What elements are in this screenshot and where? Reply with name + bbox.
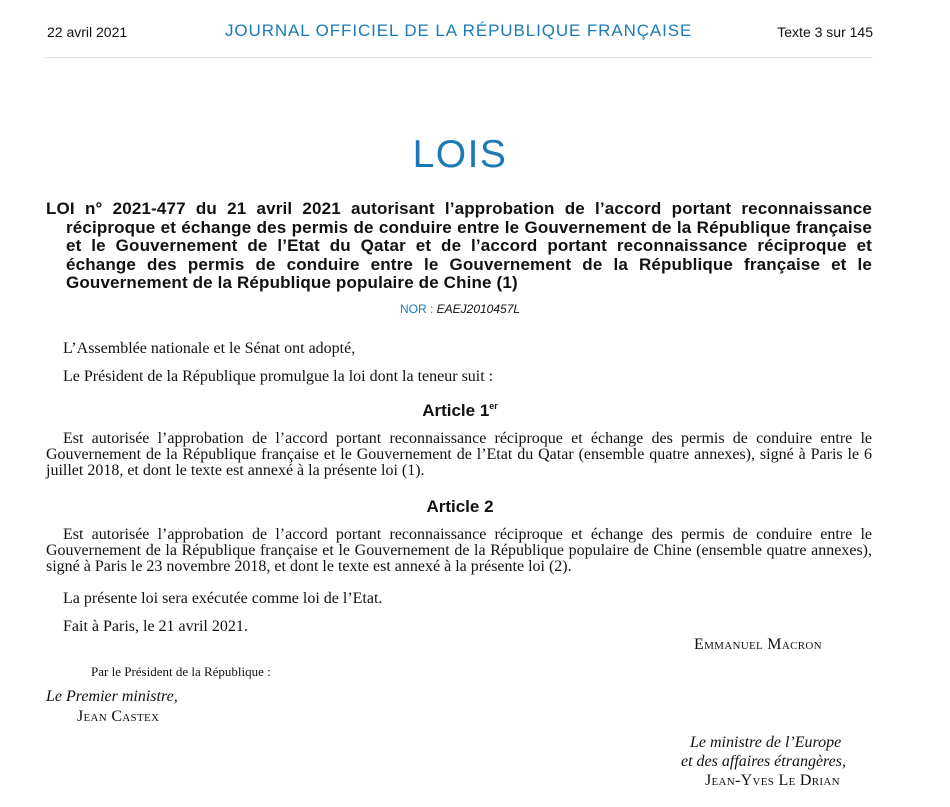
article-1-text: Est autorisée l’approbation de l’accord portant reconnaissance réciproque et échange des permis de conduire entre le Gouvernement de la République française et le Gouvernement de l’Etat du Qatar (ensemble quatre annexes), signé à Paris le 6 juillet 2018, et dont le texte est annexé à la présente loi (1).: [46, 430, 872, 479]
article-2-heading-text: Article 2: [426, 497, 494, 516]
article-1-body: [46, 431, 872, 479]
intro-paragraph-2: Le Président de la République promulgue la loi dont la teneur suit :: [63, 368, 494, 385]
article-2-heading: [0, 497, 920, 517]
nor-value: EAEJ2010457L: [436, 302, 521, 316]
closing-paragraph-1: La présente loi sera exécutée comme loi de l’Etat.: [63, 590, 383, 607]
article-1-heading: [0, 401, 920, 421]
article-2-body: [46, 527, 872, 575]
journal-title: JOURNAL OFFICIEL DE LA RÉPUBLIQUE FRANÇAISE: [225, 21, 693, 40]
minister-name: Jean-Yves Le Drian: [705, 772, 840, 789]
publication-date: 22 avril 2021: [47, 24, 128, 40]
minister-title-line-1: Le ministre de l’Europe: [690, 734, 842, 751]
article-1-heading-sup: er: [489, 401, 498, 411]
intro-paragraph-1: L’Assemblée nationale et le Sénat ont adopté,: [63, 340, 356, 357]
section-title: LOIS: [412, 133, 508, 176]
header-divider: [45, 57, 873, 58]
president-signature: Emmanuel Macron: [694, 636, 822, 653]
minister-title-line-2: et des affaires étrangères,: [681, 753, 847, 770]
article-1-heading-text: Article 1: [422, 401, 490, 420]
nor-label: NOR :: [399, 302, 434, 316]
law-title: [46, 200, 872, 293]
article-2-text: Est autorisée l’approbation de l’accord portant reconnaissance réciproque et échange des permis de conduire entre le Gouvernement de la République française et le Gouvernement de la République populaire de Chine (ensemble quatre annexes), signé à Paris le 23 novembre 2018, et dont le texte est annexé à la présente loi (2).: [46, 526, 872, 575]
pm-name: Jean Castex: [77, 708, 160, 725]
law-title-text: LOI n° 2021-477 du 21 avril 2021 autorisant l’approbation de l’accord portant reconnaissance réciproque et échange des permis de conduire entre le Gouvernement de la République française et le Gouvernement de l’Etat du Qatar et de l’accord portant reconnaissance réciproque et échange des permis de conduire entre le Gouvernement de la République française et le Gouvernement de la République populaire de Chine (1): [46, 199, 872, 292]
text-count: Texte 3 sur 145: [777, 24, 873, 40]
par-le-president: Par le Président de la République :: [91, 664, 271, 679]
closing-paragraph-2: Fait à Paris, le 21 avril 2021.: [63, 618, 248, 635]
nor-reference: [0, 302, 920, 316]
pm-title: Le Premier ministre,: [46, 688, 178, 705]
